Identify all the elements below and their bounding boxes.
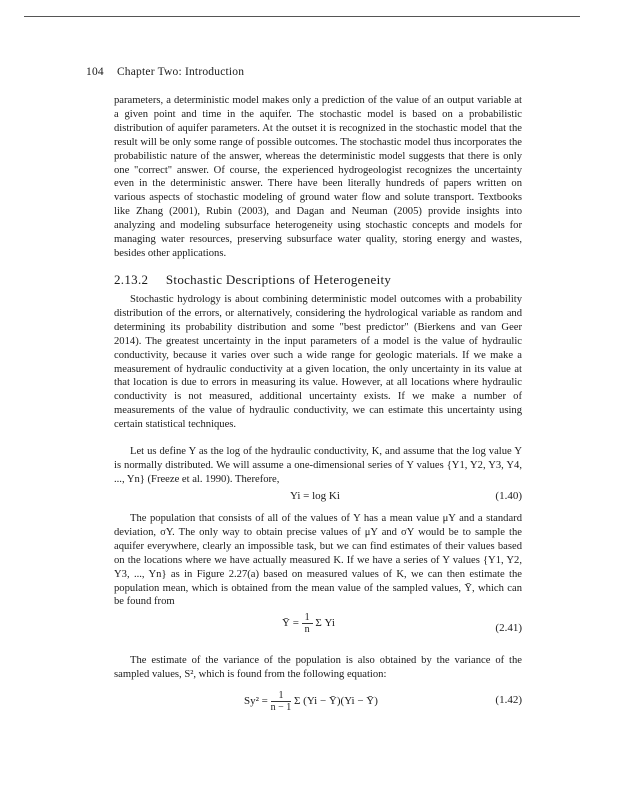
paragraph-text: The estimate of the variance of the population is also obtained by the variance of the sampled values, S², which is found from the following equation: [114, 655, 522, 680]
equation-fraction [302, 612, 313, 635]
section-number: 2.13.2 [114, 272, 149, 287]
equation-2-number: (2.41) [495, 622, 522, 634]
equation-lhs: Ȳ = [282, 617, 299, 630]
page-number: 104 [86, 66, 104, 78]
equation-3-number: (1.42) [495, 694, 522, 706]
fraction-denominator: n [304, 624, 310, 635]
fraction-numerator: 1 [302, 612, 313, 624]
paragraph-text: Stochastic hydrology is about combining deterministic model outcomes with a probability distribution of the errors, or alternatively, considering the hydrological variable as random and determining its probability distribution and some "best predictor" (Bierkens and van Geer 2014). The greatest uncertainty in the input parameters of a model is the value of hydraulic conductivity, because it varies over such a wide range for geologic materials. If we make a measurement of hydraulic conductivity at a given location, the only uncertainty in its value at that location is due to errors in measuring its value. However, at all locations where hydraulic conductivity is not measured, additional uncertainty exists. If we make a number of measurements of the value of hydraulic conductivity, we can estimate this uncertainty using certain statistical techniques. [114, 294, 522, 431]
equation-1-number: (1.40) [495, 490, 522, 502]
section-heading [114, 272, 391, 288]
paragraph-text: Let us define Y as the log of the hydraulic conductivity, K, and assume that the log value Y is normally distributed. We will assume a one-dimensional series of Y values {Y1, Y2, Y3, Y4, ..., Yn} (Freeze et al. 1990). Therefore, [114, 446, 522, 485]
paragraph-3 [114, 445, 522, 487]
section-title: Stochastic Descriptions of Heterogeneity [165, 272, 392, 287]
paragraph-text: parameters, a deterministic model makes only a prediction of the value of an output variable at a given point and time in the aquifer. The stochastic model is based on a probabilistic distribution of aquifer parameters. At the outset it is recognized in the stochastic model that the result will be only some range of possible outcomes. The stochastic model thus incorporates the probabilistic nature of the answer, whereas the deterministic model suggests that there is only one "correct" answer. Of course, the experienced hydrogeologist recognizes the uncertainty even in the deterministic answer. There have been literally hundreds of papers written on various aspects of stochastic modeling of ground water flow and solute transport. Textbooks like Zhang (2001), Rubin (2003), and Dagan and Neuman (2005) provide insights into analyzing and modeling subsurface heterogeneity using stochastic concepts and models for managing water resources, preserving subsurface water quality, storing energy and wastes, besides other applications. [114, 95, 522, 259]
paragraph-5 [114, 654, 522, 682]
equation-2 [282, 612, 335, 635]
fraction-numerator: 1 [271, 690, 292, 702]
top-rule [24, 16, 580, 17]
equation-3 [244, 690, 378, 713]
equation-expression: Yi = log Ki [290, 490, 340, 502]
running-head [86, 66, 244, 78]
paragraph-text: The population that consists of all of the values of Y has a mean value μY and a standard deviation, σY. The only way to obtain precise values of μY and σY would be to sample the aquifer everywhere, clearly an impossible task, but we can find estimates of their values based on the locations where we have actually measured K. If we have a series of Y values {Y1, Y2, Y3, ..., Yn} as in Figure 2.27(a) based on measured values of K, we can then estimate the population mean, which is obtained from the mean value of the sampled values, Ȳ, which can be found from [114, 513, 522, 608]
equation-sum: Σ Yi [315, 617, 335, 630]
equation-1 [290, 490, 340, 502]
paragraph-4 [114, 512, 522, 609]
paragraph-1 [114, 94, 522, 261]
paragraph-2 [114, 293, 522, 432]
fraction-denominator: n − 1 [270, 702, 292, 713]
chapter-title: Chapter Two: Introduction [116, 66, 245, 78]
equation-sum: Σ (Yi − Ȳ)(Yi − Ȳ) [294, 695, 378, 708]
equation-lhs: Sy² = [244, 695, 268, 708]
equation-fraction [271, 690, 292, 713]
